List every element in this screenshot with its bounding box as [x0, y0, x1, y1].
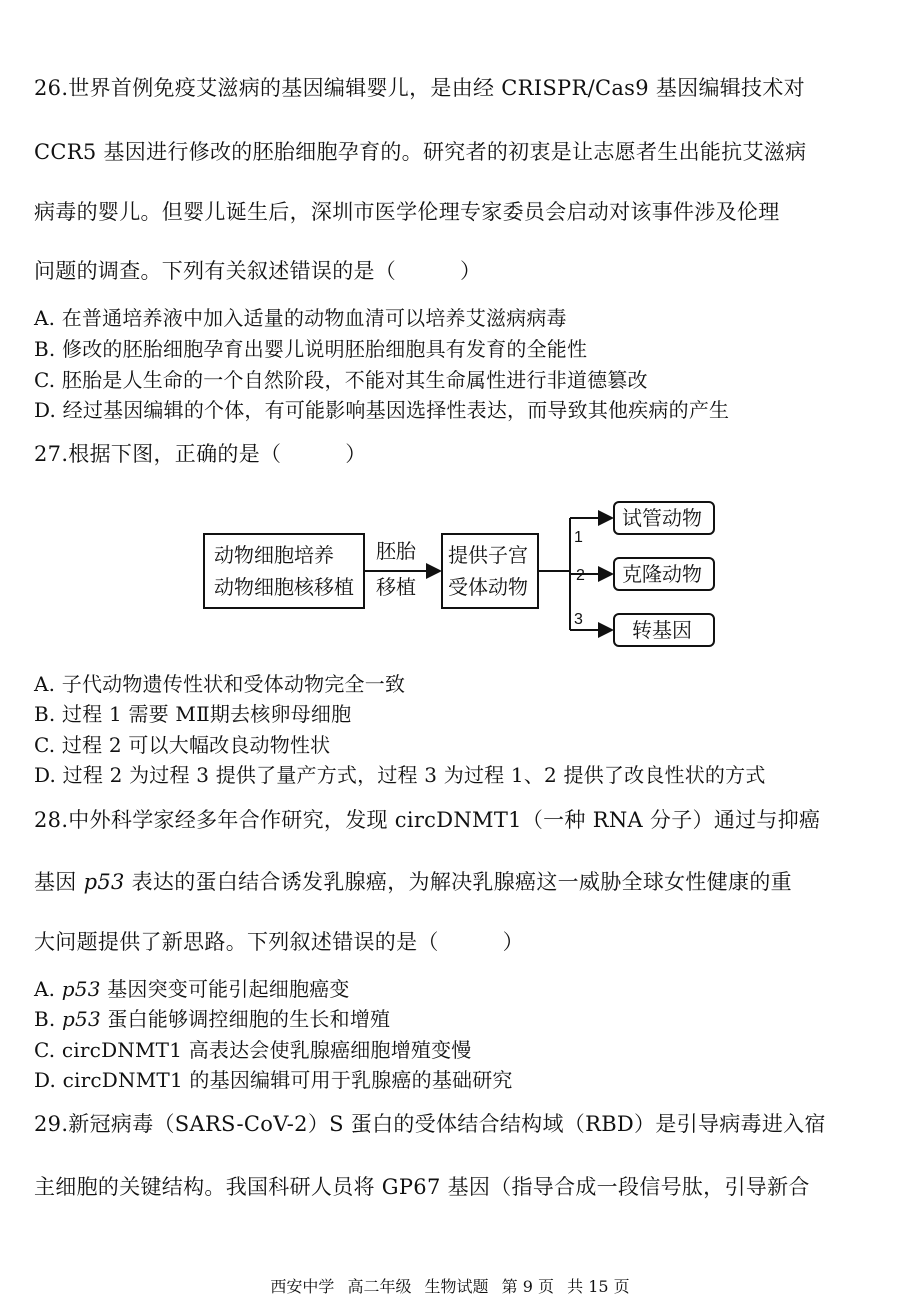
q26-stem-line-1: 26.世界首例免疫艾滋病的基因编辑婴儿，是由经 CRISPR/Cas9 基因编辑技术对	[34, 76, 805, 100]
q27-option-c: C. 过程 2 可以大幅改良动物性状	[34, 733, 331, 757]
q28-stem-line-2	[34, 869, 792, 895]
q26-stem-line-3: 病毒的婴儿。但婴儿诞生后，深圳市医学伦理专家委员会启动对该事件涉及伦理	[34, 200, 780, 224]
footer-school: 西安中学	[270, 1277, 335, 1296]
q27-option-a: A. 子代动物遗传性状和受体动物完全一致	[34, 672, 406, 696]
q28-line2-rest: 表达的蛋白结合诱发乳腺癌，为解决乳腺癌这一威胁全球女性健康的重	[124, 870, 792, 894]
option-text: 基因突变可能引起细胞癌变	[100, 977, 350, 1001]
target-transgenic: 转基因	[632, 620, 692, 642]
footer-subject: 生物试题	[424, 1277, 489, 1296]
gene-p53: p53	[61, 977, 101, 1001]
branch-number-3: 3	[574, 611, 583, 628]
option-text: 蛋白能够调控细胞的生长和增殖	[100, 1007, 391, 1031]
target-cloned-animal: 克隆动物	[622, 564, 702, 586]
arrow-label-1: 胚胎	[376, 541, 416, 563]
q27-option-d: D. 过程 2 为过程 3 提供了量产方式，过程 3 为过程 1、2 提供了改良性状的方式	[34, 763, 766, 787]
middle-box-line-2: 受体动物	[448, 577, 528, 599]
target-test-tube-animal: 试管动物	[622, 508, 702, 530]
option-letter: B.	[34, 1007, 63, 1031]
q26-stem-line-2: CCR5 基因进行修改的胚胎细胞孕育的。研究者的初衷是让志愿者生出能抗艾滋病	[34, 140, 807, 164]
q28-option-c: C. circDNMT1 高表达会使乳腺癌细胞增殖变慢	[34, 1038, 472, 1062]
branch-number-1: 1	[574, 529, 583, 546]
q28-option-b	[34, 1006, 390, 1032]
footer-total-pages: 共 15 页	[567, 1277, 630, 1296]
left-box-line-2: 动物细胞核移植	[214, 577, 354, 599]
footer-grade: 高二年级	[347, 1277, 412, 1296]
gene-p53: p53	[83, 870, 125, 894]
q28-line2-prefix: 基因	[34, 870, 84, 894]
q27-flow-diagram	[200, 494, 720, 654]
q28-option-d: D. circDNMT1 的基因编辑可用于乳腺癌的基础研究	[34, 1068, 513, 1092]
left-box-line-1: 动物细胞培养	[214, 545, 334, 567]
q26-stem-line-4: 问题的调查。下列有关叙述错误的是（ ）	[34, 259, 482, 283]
footer-page-number: 第 9 页	[501, 1277, 555, 1296]
q28-stem-line-1: 28.中外科学家经多年合作研究，发现 circDNMT1（一种 RNA 分子）通过与抑癌	[34, 808, 821, 832]
q26-option-b: B. 修改的胚胎细胞孕育出婴儿说明胚胎细胞具有发育的全能性	[34, 337, 588, 361]
q29-stem-line-1: 29.新冠病毒（SARS-CoV-2）S 蛋白的受体结合结构域（RBD）是引导病毒进入宿	[34, 1112, 826, 1136]
q26-option-c: C. 胚胎是人生命的一个自然阶段，不能对其生命属性进行非道德篡改	[34, 368, 648, 392]
gene-p53: p53	[62, 1007, 101, 1031]
q28-stem-line-3: 大问题提供了新思路。下列叙述错误的是（ ）	[34, 930, 524, 954]
q26-option-d: D. 经过基因编辑的个体，有可能影响基因选择性表达，而导致其他疾病的产生	[34, 398, 730, 422]
q27-option-b: B. 过程 1 需要 MⅡ期去核卵母细胞	[34, 702, 352, 726]
q28-option-a	[34, 976, 350, 1002]
q29-stem-line-2: 主细胞的关键结构。我国科研人员将 GP67 基因（指导合成一段信号肽，引导新合	[34, 1175, 810, 1199]
q27-stem: 27.根据下图，正确的是（ ）	[34, 442, 367, 466]
page-footer	[0, 1274, 900, 1297]
middle-box-line-1: 提供子宫	[448, 545, 528, 567]
option-letter: A.	[34, 977, 62, 1001]
q26-option-a: A. 在普通培养液中加入适量的动物血清可以培养艾滋病病毒	[34, 306, 567, 330]
arrow-label-2: 移植	[376, 577, 416, 599]
branch-number-2: 2	[576, 567, 585, 584]
